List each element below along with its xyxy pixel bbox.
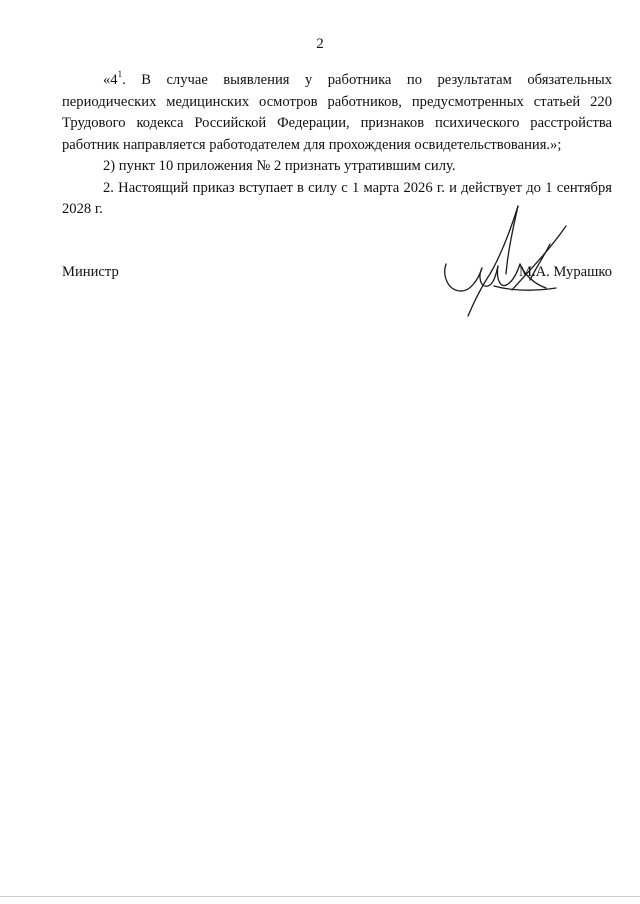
clause-text: . В случае выявления у работника по результатам обязательных периодических медицинских осмотров работников, предусмотренных статьей 220 Трудового кодекса Российской Федерации, признаков психического расстройства работник направляется работодателем для прохождения освидетельствования.»; bbox=[62, 72, 612, 153]
page-bottom-edge bbox=[0, 896, 640, 897]
paragraph-item-2: 2) пункт 10 приложения № 2 признать утратившим силу. bbox=[103, 158, 456, 174]
clause-number: «4 bbox=[103, 72, 118, 88]
handwritten-signature bbox=[438, 194, 578, 324]
signer-name: М.А. Мурашко bbox=[518, 264, 612, 280]
clause-superscript: 1 bbox=[117, 69, 123, 80]
page-number: 2 bbox=[316, 36, 324, 52]
paragraph-clause-4-1 bbox=[62, 70, 612, 156]
paragraph-effective-date: 2. Настоящий приказ вступает в силу с 1 марта 2026 г. и действует до 1 сентября 2028 г. bbox=[62, 179, 612, 217]
signer-position: Министр bbox=[62, 264, 119, 280]
